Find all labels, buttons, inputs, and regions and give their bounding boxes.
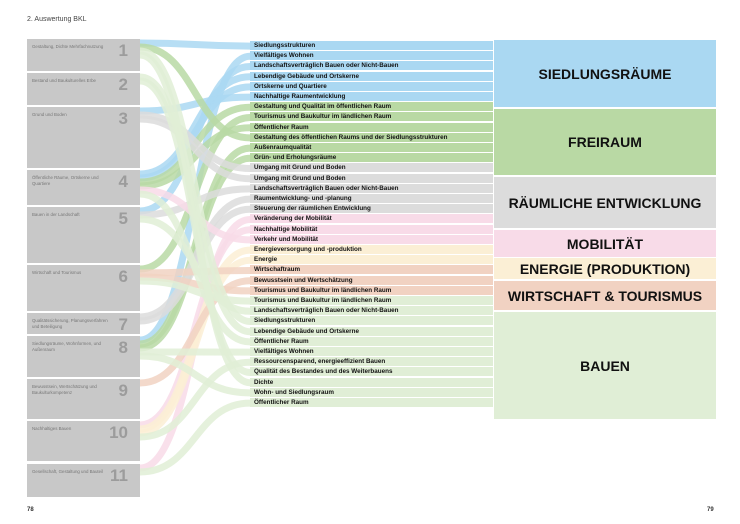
category-box xyxy=(494,109,716,175)
topic-item: Ressourcensparend, energieeffizient Bauen xyxy=(250,357,493,367)
topic-item: Energie xyxy=(250,255,493,265)
source-label: Gesellschaft, Gestaltung und Bauteil xyxy=(32,469,104,474)
topic-item: Tourismus und Baukultur im ländlichen Raum xyxy=(250,286,493,296)
category-label: WIRTSCHAFT & TOURISMUS xyxy=(507,287,703,304)
source-number: 4 xyxy=(118,172,128,191)
source-label: Öffentliche Räume, Ortskerne und Quartiere xyxy=(32,175,99,186)
source-box-9 xyxy=(27,379,140,419)
topic-item: Nachhaltige Raumentwicklung xyxy=(250,92,493,102)
category-label: MOBILITÄT xyxy=(566,235,644,252)
source-label: Bestand und Baukulturelles Erbe xyxy=(32,78,96,83)
category-box xyxy=(494,230,716,257)
topic-item: Landschaftsverträglich Bauen oder Nicht-Bauen xyxy=(250,306,493,316)
topic-item: Wohn- und Siedlungsraum xyxy=(250,388,493,398)
page-title: 2. Auswertung BKL xyxy=(27,16,87,23)
topic-item: Gestaltung und Qualität im öffentlichen Raum xyxy=(250,102,493,112)
source-number: 1 xyxy=(118,41,128,60)
category-label: SIEDLUNGSRÄUME xyxy=(538,65,672,82)
category-box xyxy=(494,258,716,279)
category-box xyxy=(494,312,716,419)
source-box-8 xyxy=(27,336,140,377)
topic-item: Siedlungsstrukturen xyxy=(250,41,493,51)
topic-item: Lebendige Gebäude und Ortskerne xyxy=(250,72,493,82)
source-number: 2 xyxy=(118,75,128,94)
source-number: 3 xyxy=(118,109,128,128)
category-label: RÄUMLICHE ENTWICKLUNG xyxy=(508,194,702,211)
topic-item: Raumentwicklung- und -planung xyxy=(250,194,493,204)
category-label: FREIRAUM xyxy=(568,134,642,150)
topic-item: Siedlungsstrukturen xyxy=(250,316,493,326)
topic-item: Gestaltung des öffentlichen Raums und der Siedlungsstrukturen xyxy=(250,133,493,143)
source-label: Grund und Boden xyxy=(32,112,67,117)
topic-item: Bewusstsein und Wertschätzung xyxy=(250,276,493,286)
source-label: Bauen in der Landschaft xyxy=(32,212,80,217)
topic-item: Umgang mit Grund und Boden xyxy=(250,163,493,173)
category-label: BAUEN xyxy=(580,357,630,374)
topic-item: Lebendige Gebäude und Ortskerne xyxy=(250,327,493,337)
source-number: 8 xyxy=(118,338,128,357)
topic-item: Öffentlicher Raum xyxy=(250,398,493,408)
topic-item: Ortskerne und Quartiere xyxy=(250,82,493,92)
source-number: 5 xyxy=(118,209,128,228)
source-number: 11 xyxy=(110,466,128,485)
source-number: 6 xyxy=(118,267,128,286)
source-label: Gestaltung, Dichte Mehrfachnutzung xyxy=(32,44,104,49)
source-label: Wirtschaft und Tourismus xyxy=(32,270,82,275)
topic-item: Qualität des Bestandes und des Weiterbauens xyxy=(250,367,493,377)
category-box xyxy=(494,177,716,228)
topic-item: Umgang mit Grund und Boden xyxy=(250,174,493,184)
topic-item: Landschaftsverträglich Bauen oder Nicht-Bauen xyxy=(250,61,493,71)
source-label: Nachhaltiges Bauen xyxy=(32,426,72,431)
topic-item: Tourismus und Baukultur im ländlichen Raum xyxy=(250,296,493,306)
topic-item: Nachhaltige Mobilität xyxy=(250,225,493,235)
source-number: 9 xyxy=(118,381,128,400)
topic-item: Landschaftsverträglich Bauen oder Nicht-Bauen xyxy=(250,184,493,194)
source-box-3 xyxy=(27,107,140,168)
source-number: 10 xyxy=(109,423,128,442)
topic-item: Verkehr und Mobilität xyxy=(250,235,493,245)
topic-item: Tourismus und Baukultur im ländlichen Raum xyxy=(250,112,493,122)
source-box-2 xyxy=(27,73,140,105)
category-box xyxy=(494,40,716,107)
topic-item: Grün- und Erholungsräume xyxy=(250,153,493,163)
topic-item: Wirtschaftraum xyxy=(250,265,493,275)
source-label: Bewusstsein, Wertschätzung und Baukulturkompetenz xyxy=(32,384,97,395)
page-number-right: 79 xyxy=(707,507,714,513)
category-label: ENERGIE (PRODUKTION) xyxy=(519,260,691,277)
source-box-4 xyxy=(27,170,140,205)
topic-item: Außenraumqualität xyxy=(250,143,493,153)
source-box-10 xyxy=(27,421,140,461)
source-box-7 xyxy=(27,313,140,334)
source-box-1 xyxy=(27,39,140,71)
source-box-11 xyxy=(27,464,140,497)
topic-item: Steuerung der räumlichen Entwicklung xyxy=(250,204,493,214)
source-label: Qualitätssicherung, Planungsverfahren und Beteiligung xyxy=(32,318,108,329)
topic-item: Dichte xyxy=(250,378,493,388)
source-number: 7 xyxy=(118,315,128,334)
source-box-5 xyxy=(27,207,140,263)
category-box xyxy=(494,281,716,310)
page-number-left: 78 xyxy=(27,507,34,513)
topic-item: Energieversorgung und -produktion xyxy=(250,245,493,255)
connection-ribbon xyxy=(140,43,250,46)
topic-item: Vielfältiges Wohnen xyxy=(250,347,493,357)
topic-item: Öffentlicher Raum xyxy=(250,337,493,347)
topic-item: Öffentlicher Raum xyxy=(250,123,493,133)
topic-item: Vielfältiges Wohnen xyxy=(250,51,493,61)
source-box-6 xyxy=(27,265,140,311)
source-label: Siedlungsräume, Wohnformen, und Außenraum xyxy=(32,341,101,352)
topic-item: Veränderung der Mobilität xyxy=(250,214,493,224)
